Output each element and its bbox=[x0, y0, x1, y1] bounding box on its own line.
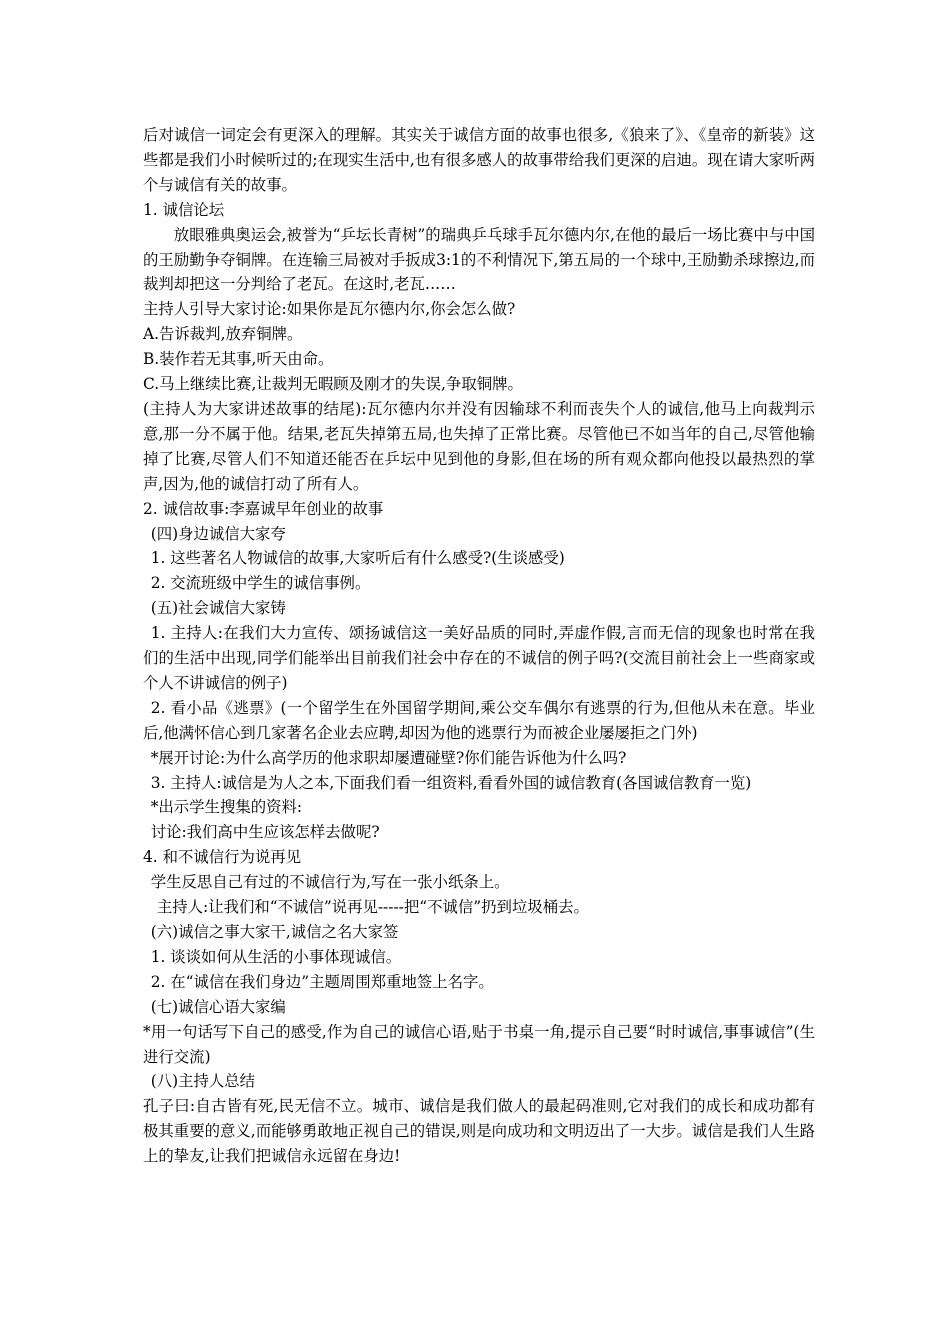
section-5-materials: *出示学生搜集的资料: bbox=[150, 798, 303, 817]
section-6-item-2: 2. 在“诚信在我们身边”主题周围郑重地签上名字。 bbox=[150, 972, 494, 991]
section-4-item-1: 1. 这些著名人物诚信的故事,大家听后有什么感受?(生谈感受) bbox=[150, 549, 565, 568]
section-7-heading: (七)诚信心语大家编 bbox=[150, 997, 286, 1016]
section-5-item-1: 1. 主持人:在我们大力宣传、颂扬诚信这一美好品质的同时,弄虚作假,言而无信的现象也时常在我们的生活中出现,同学们能举出目前我们社会中存在的不诚信的例子吗?(交流目前社会上一些商家或个人不讲诚信的例子) bbox=[143, 624, 815, 692]
section-5-reflection: 学生反思自己有过的不诚信行为,写在一张小纸条上。 bbox=[150, 873, 510, 892]
section-6-heading: (六)诚信之事大家干,诚信之名大家签 bbox=[150, 923, 399, 941]
intro-paragraph: 后对诚信一词定会有更深入的理解。其实关于诚信方面的故事也很多,《狼来了》、《皇帝的新装》这些都是我们小时候听过的;在现实生活中,也有很多感人的故事带给我们更深的启迪。现在请大家听两个与诚信有关的故事。 bbox=[143, 126, 815, 194]
heading-integrity-story: 2. 诚信故事:李嘉诚早年创业的故事 bbox=[143, 499, 384, 518]
option-b: B.装作若无其事,听天由命。 bbox=[143, 350, 334, 369]
option-a: A.告诉裁判,放弃铜牌。 bbox=[143, 325, 303, 344]
section-4-heading: (四)身边诚信大家夸 bbox=[150, 524, 286, 543]
section-8-heading: (八)主持人总结 bbox=[150, 1072, 256, 1091]
story-ending-paragraph: (主持人为大家讲述故事的结尾):瓦尔德内尔并没有因输球不利而丧失个人的诚信,他马上向裁判示意,那一分不属于他。结果,老瓦失掉第五局,也失掉了正常比赛。尽管他已不如当年的自己,尽管他输掉了比赛,尽管人们不知道还能否在乒坛中见到他的身影,但在场的所有观众都向他投以最热烈的掌声,因为,他的诚信打动了所有人。 bbox=[143, 399, 815, 493]
section-7-item: *用一句话写下自己的感受,作为自己的诚信心语,贴于书桌一角,提示自己要“时时诚信,事事诚信”(生进行交流) bbox=[143, 1022, 815, 1066]
section-5-heading: (五)社会诚信大家铸 bbox=[150, 599, 286, 618]
section-5-item-4: 4. 和不诚信行为说再见 bbox=[143, 848, 302, 867]
section-5-item-2: 2. 看小品《逃票》(一个留学生在外国留学期间,乘公交车偶尔有逃票的行为,但他从未在意。毕业后,他满怀信心到几家著名企业去应聘,却因为他的逃票行为而被企业屡屡拒之门外) bbox=[143, 698, 815, 742]
document-page bbox=[143, 123, 815, 1169]
heading-integrity-forum: 1. 诚信论坛 bbox=[143, 200, 225, 219]
section-4-item-2: 2. 交流班级中学生的诚信事例。 bbox=[150, 574, 371, 593]
discussion-question: 主持人引导大家讨论:如果你是瓦尔德内尔,你会怎么做? bbox=[143, 300, 516, 319]
option-c: C.马上继续比赛,让裁判无暇顾及刚才的失误,争取铜牌。 bbox=[143, 375, 523, 394]
section-5-discussion: *展开讨论:为什么高学历的他求职却屡遭碰壁?你们能告诉他为什么吗? bbox=[150, 748, 627, 767]
story-paragraph: 放眼雅典奥运会,被誉为“乒坛长青树”的瑞典乒乓球手瓦尔德内尔,在他的最后一场比赛中与中国的王励勤争夺铜牌。在连输三局被对手扳成3:1的不利情况下,第五局的一个球中,王励勤杀球擦边,而裁判却把这一分判给了老瓦。在这时,老瓦…… bbox=[143, 225, 815, 294]
section-5-host-line: 主持人:让我们和“不诚信”说再见-----把“不诚信”扔到垃圾桶去。 bbox=[156, 898, 589, 917]
section-5-question: 讨论:我们高中生应该怎样去做呢? bbox=[150, 823, 380, 842]
section-8-summary: 孔子曰:自古皆有死,民无信不立。城市、诚信是我们做人的最起码准则,它对我们的成长和成功都有极其重要的意义,而能够勇敢地正视自己的错误,则是向成功和文明迈出了一大步。诚信是我们人生路上的挚友,让我们把诚信永远留在身边! bbox=[143, 1097, 815, 1166]
section-6-item-1: 1. 谈谈如何从生活的小事体现诚信。 bbox=[150, 947, 402, 966]
section-5-item-3: 3. 主持人:诚信是为人之本,下面我们看一组资料,看看外国的诚信教育(各国诚信教育一览) bbox=[150, 773, 752, 792]
